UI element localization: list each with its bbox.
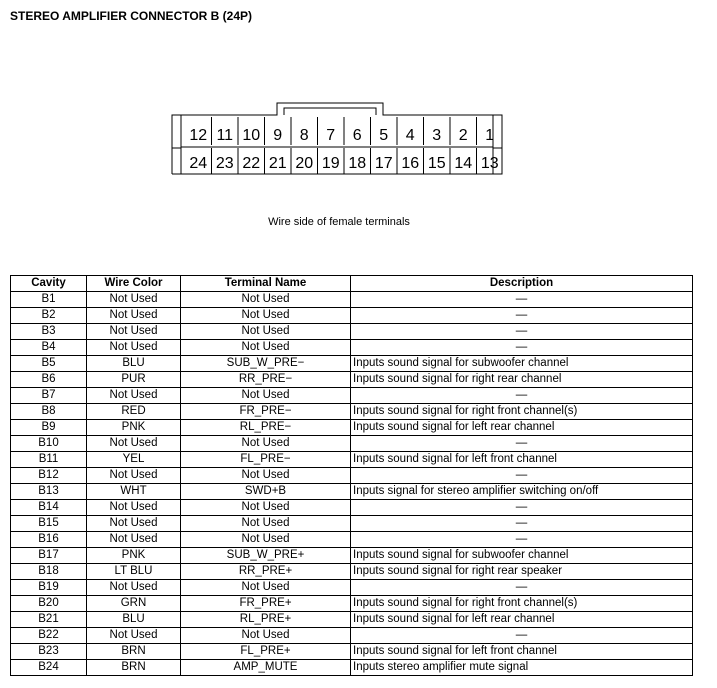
cell-terminal-name: Not Used	[181, 324, 351, 340]
table-row	[11, 292, 693, 308]
cell-cavity: B4	[11, 340, 87, 356]
cell-terminal-name: Not Used	[181, 532, 351, 548]
cell-wire-color: BRN	[87, 644, 181, 660]
connector-top-pin: 10	[242, 127, 261, 144]
header-cavity: Cavity	[11, 276, 87, 292]
header-description: Description	[351, 276, 693, 292]
connector-bottom-pin: 21	[268, 155, 287, 172]
cell-cavity: B17	[11, 548, 87, 564]
cell-wire-color: Not Used	[87, 580, 181, 596]
cell-description: Inputs sound signal for left rear channel	[351, 612, 693, 628]
cell-wire-color: Not Used	[87, 468, 181, 484]
connector-top-pin: 12	[189, 127, 208, 144]
cell-description: Inputs sound signal for subwoofer channel	[351, 548, 693, 564]
table-row	[11, 644, 693, 660]
cell-cavity: B18	[11, 564, 87, 580]
pinout-table	[10, 275, 693, 676]
table-row	[11, 612, 693, 628]
cell-cavity: B14	[11, 500, 87, 516]
table-row	[11, 580, 693, 596]
cell-cavity: B1	[11, 292, 87, 308]
cell-cavity: B22	[11, 628, 87, 644]
cell-terminal-name: RL_PRE+	[181, 612, 351, 628]
cell-wire-color: Not Used	[87, 340, 181, 356]
connector-bottom-pin: 20	[295, 155, 314, 172]
cell-description: —	[351, 628, 693, 644]
cell-cavity: B23	[11, 644, 87, 660]
table-row	[11, 388, 693, 404]
cell-wire-color: Not Used	[87, 532, 181, 548]
cell-wire-color: BRN	[87, 660, 181, 676]
cell-terminal-name: FL_PRE−	[181, 452, 351, 468]
table-row	[11, 308, 693, 324]
cell-description: —	[351, 324, 693, 340]
connector-top-pin: 4	[405, 127, 415, 144]
table-row	[11, 436, 693, 452]
cell-terminal-name: Not Used	[181, 436, 351, 452]
cell-description: Inputs sound signal for right rear speaker	[351, 564, 693, 580]
table-row	[11, 516, 693, 532]
cell-cavity: B12	[11, 468, 87, 484]
table-row	[11, 548, 693, 564]
table-row	[11, 356, 693, 372]
connector-bottom-pin: 15	[427, 155, 446, 172]
table-row	[11, 564, 693, 580]
cell-description: Inputs sound signal for left rear channel	[351, 420, 693, 436]
cell-terminal-name: RR_PRE+	[181, 564, 351, 580]
connector-bottom-pin: 24	[189, 155, 208, 172]
cell-description: Inputs stereo amplifier mute signal	[351, 660, 693, 676]
cell-description: —	[351, 388, 693, 404]
header-terminal-name: Terminal Name	[181, 276, 351, 292]
cell-wire-color: Not Used	[87, 388, 181, 404]
cell-wire-color: Not Used	[87, 436, 181, 452]
table-row	[11, 660, 693, 676]
connector-bottom-pin: 16	[401, 155, 420, 172]
cell-description: Inputs sound signal for right rear channel	[351, 372, 693, 388]
cell-terminal-name: FR_PRE+	[181, 596, 351, 612]
cell-cavity: B13	[11, 484, 87, 500]
table-row	[11, 532, 693, 548]
connector-top-pin: 9	[273, 127, 283, 144]
page-title: STEREO AMPLIFIER CONNECTOR B (24P)	[10, 9, 253, 23]
connector-top-pin: 2	[458, 127, 468, 144]
cell-description: Inputs sound signal for right front channel(s)	[351, 404, 693, 420]
cell-description: —	[351, 500, 693, 516]
connector-bottom-pin: 14	[454, 155, 473, 172]
cell-cavity: B7	[11, 388, 87, 404]
cell-terminal-name: Not Used	[181, 388, 351, 404]
cell-description: Inputs sound signal for left front channel	[351, 452, 693, 468]
cell-wire-color: LT BLU	[87, 564, 181, 580]
cell-description: —	[351, 468, 693, 484]
connector-top-pin: 8	[299, 127, 309, 144]
cell-description: Inputs sound signal for left front channel	[351, 644, 693, 660]
connector-top-pin: 1	[485, 127, 495, 144]
cell-wire-color: Not Used	[87, 324, 181, 340]
cell-wire-color: PUR	[87, 372, 181, 388]
cell-description: —	[351, 516, 693, 532]
cell-description: —	[351, 308, 693, 324]
cell-cavity: B24	[11, 660, 87, 676]
connector-bottom-pin: 23	[215, 155, 234, 172]
cell-wire-color: Not Used	[87, 516, 181, 532]
cell-terminal-name: Not Used	[181, 628, 351, 644]
cell-wire-color: Not Used	[87, 308, 181, 324]
cell-description: Inputs signal for stereo amplifier switching on/off	[351, 484, 693, 500]
cell-wire-color: GRN	[87, 596, 181, 612]
cell-cavity: B19	[11, 580, 87, 596]
diagram-caption: Wire side of female terminals	[268, 216, 410, 228]
table-row	[11, 452, 693, 468]
connector-bottom-pin: 17	[374, 155, 393, 172]
table-row	[11, 324, 693, 340]
table-row	[11, 340, 693, 356]
cell-wire-color: WHT	[87, 484, 181, 500]
cell-description: —	[351, 340, 693, 356]
connector-bottom-pin: 19	[321, 155, 340, 172]
cell-terminal-name: Not Used	[181, 468, 351, 484]
cell-terminal-name: RR_PRE−	[181, 372, 351, 388]
table-row	[11, 628, 693, 644]
table-row	[11, 420, 693, 436]
connector-top-pin: 3	[432, 127, 442, 144]
cell-cavity: B9	[11, 420, 87, 436]
cell-cavity: B10	[11, 436, 87, 452]
cell-cavity: B3	[11, 324, 87, 340]
cell-cavity: B20	[11, 596, 87, 612]
cell-cavity: B6	[11, 372, 87, 388]
connector-diagram	[0, 0, 717, 200]
cell-cavity: B21	[11, 612, 87, 628]
cell-cavity: B16	[11, 532, 87, 548]
cell-wire-color: BLU	[87, 356, 181, 372]
cell-description: —	[351, 292, 693, 308]
connector-top-pin: 11	[216, 127, 234, 144]
cell-wire-color: RED	[87, 404, 181, 420]
table-row	[11, 468, 693, 484]
cell-cavity: B11	[11, 452, 87, 468]
cell-description: Inputs sound signal for right front channel(s)	[351, 596, 693, 612]
cell-cavity: B15	[11, 516, 87, 532]
connector-bottom-pin: 22	[242, 155, 261, 172]
cell-wire-color: Not Used	[87, 500, 181, 516]
cell-terminal-name: Not Used	[181, 500, 351, 516]
table-row	[11, 404, 693, 420]
cell-cavity: B2	[11, 308, 87, 324]
cell-terminal-name: Not Used	[181, 340, 351, 356]
header-wire-color: Wire Color	[87, 276, 181, 292]
cell-wire-color: Not Used	[87, 628, 181, 644]
cell-terminal-name: Not Used	[181, 292, 351, 308]
table-header-row	[11, 276, 693, 292]
cell-terminal-name: RL_PRE−	[181, 420, 351, 436]
cell-description: —	[351, 436, 693, 452]
cell-terminal-name: SWD+B	[181, 484, 351, 500]
cell-description: —	[351, 580, 693, 596]
cell-terminal-name: Not Used	[181, 580, 351, 596]
connector-bottom-pin: 18	[348, 155, 367, 172]
cell-terminal-name: Not Used	[181, 308, 351, 324]
connector-bottom-pin: 13	[480, 155, 499, 172]
cell-terminal-name: Not Used	[181, 516, 351, 532]
cell-cavity: B5	[11, 356, 87, 372]
cell-terminal-name: FL_PRE+	[181, 644, 351, 660]
cell-description: —	[351, 532, 693, 548]
cell-terminal-name: FR_PRE−	[181, 404, 351, 420]
connector-top-pin: 6	[352, 127, 362, 144]
cell-terminal-name: AMP_MUTE	[181, 660, 351, 676]
cell-wire-color: PNK	[87, 548, 181, 564]
table-row	[11, 372, 693, 388]
connector-top-pin: 5	[379, 127, 389, 144]
cell-wire-color: YEL	[87, 452, 181, 468]
table-row	[11, 484, 693, 500]
cell-wire-color: PNK	[87, 420, 181, 436]
cell-wire-color: Not Used	[87, 292, 181, 308]
cell-terminal-name: SUB_W_PRE+	[181, 548, 351, 564]
cell-cavity: B8	[11, 404, 87, 420]
table-row	[11, 596, 693, 612]
table-row	[11, 500, 693, 516]
cell-wire-color: BLU	[87, 612, 181, 628]
connector-top-pin: 7	[326, 127, 336, 144]
cell-description: Inputs sound signal for subwoofer channel	[351, 356, 693, 372]
cell-terminal-name: SUB_W_PRE−	[181, 356, 351, 372]
